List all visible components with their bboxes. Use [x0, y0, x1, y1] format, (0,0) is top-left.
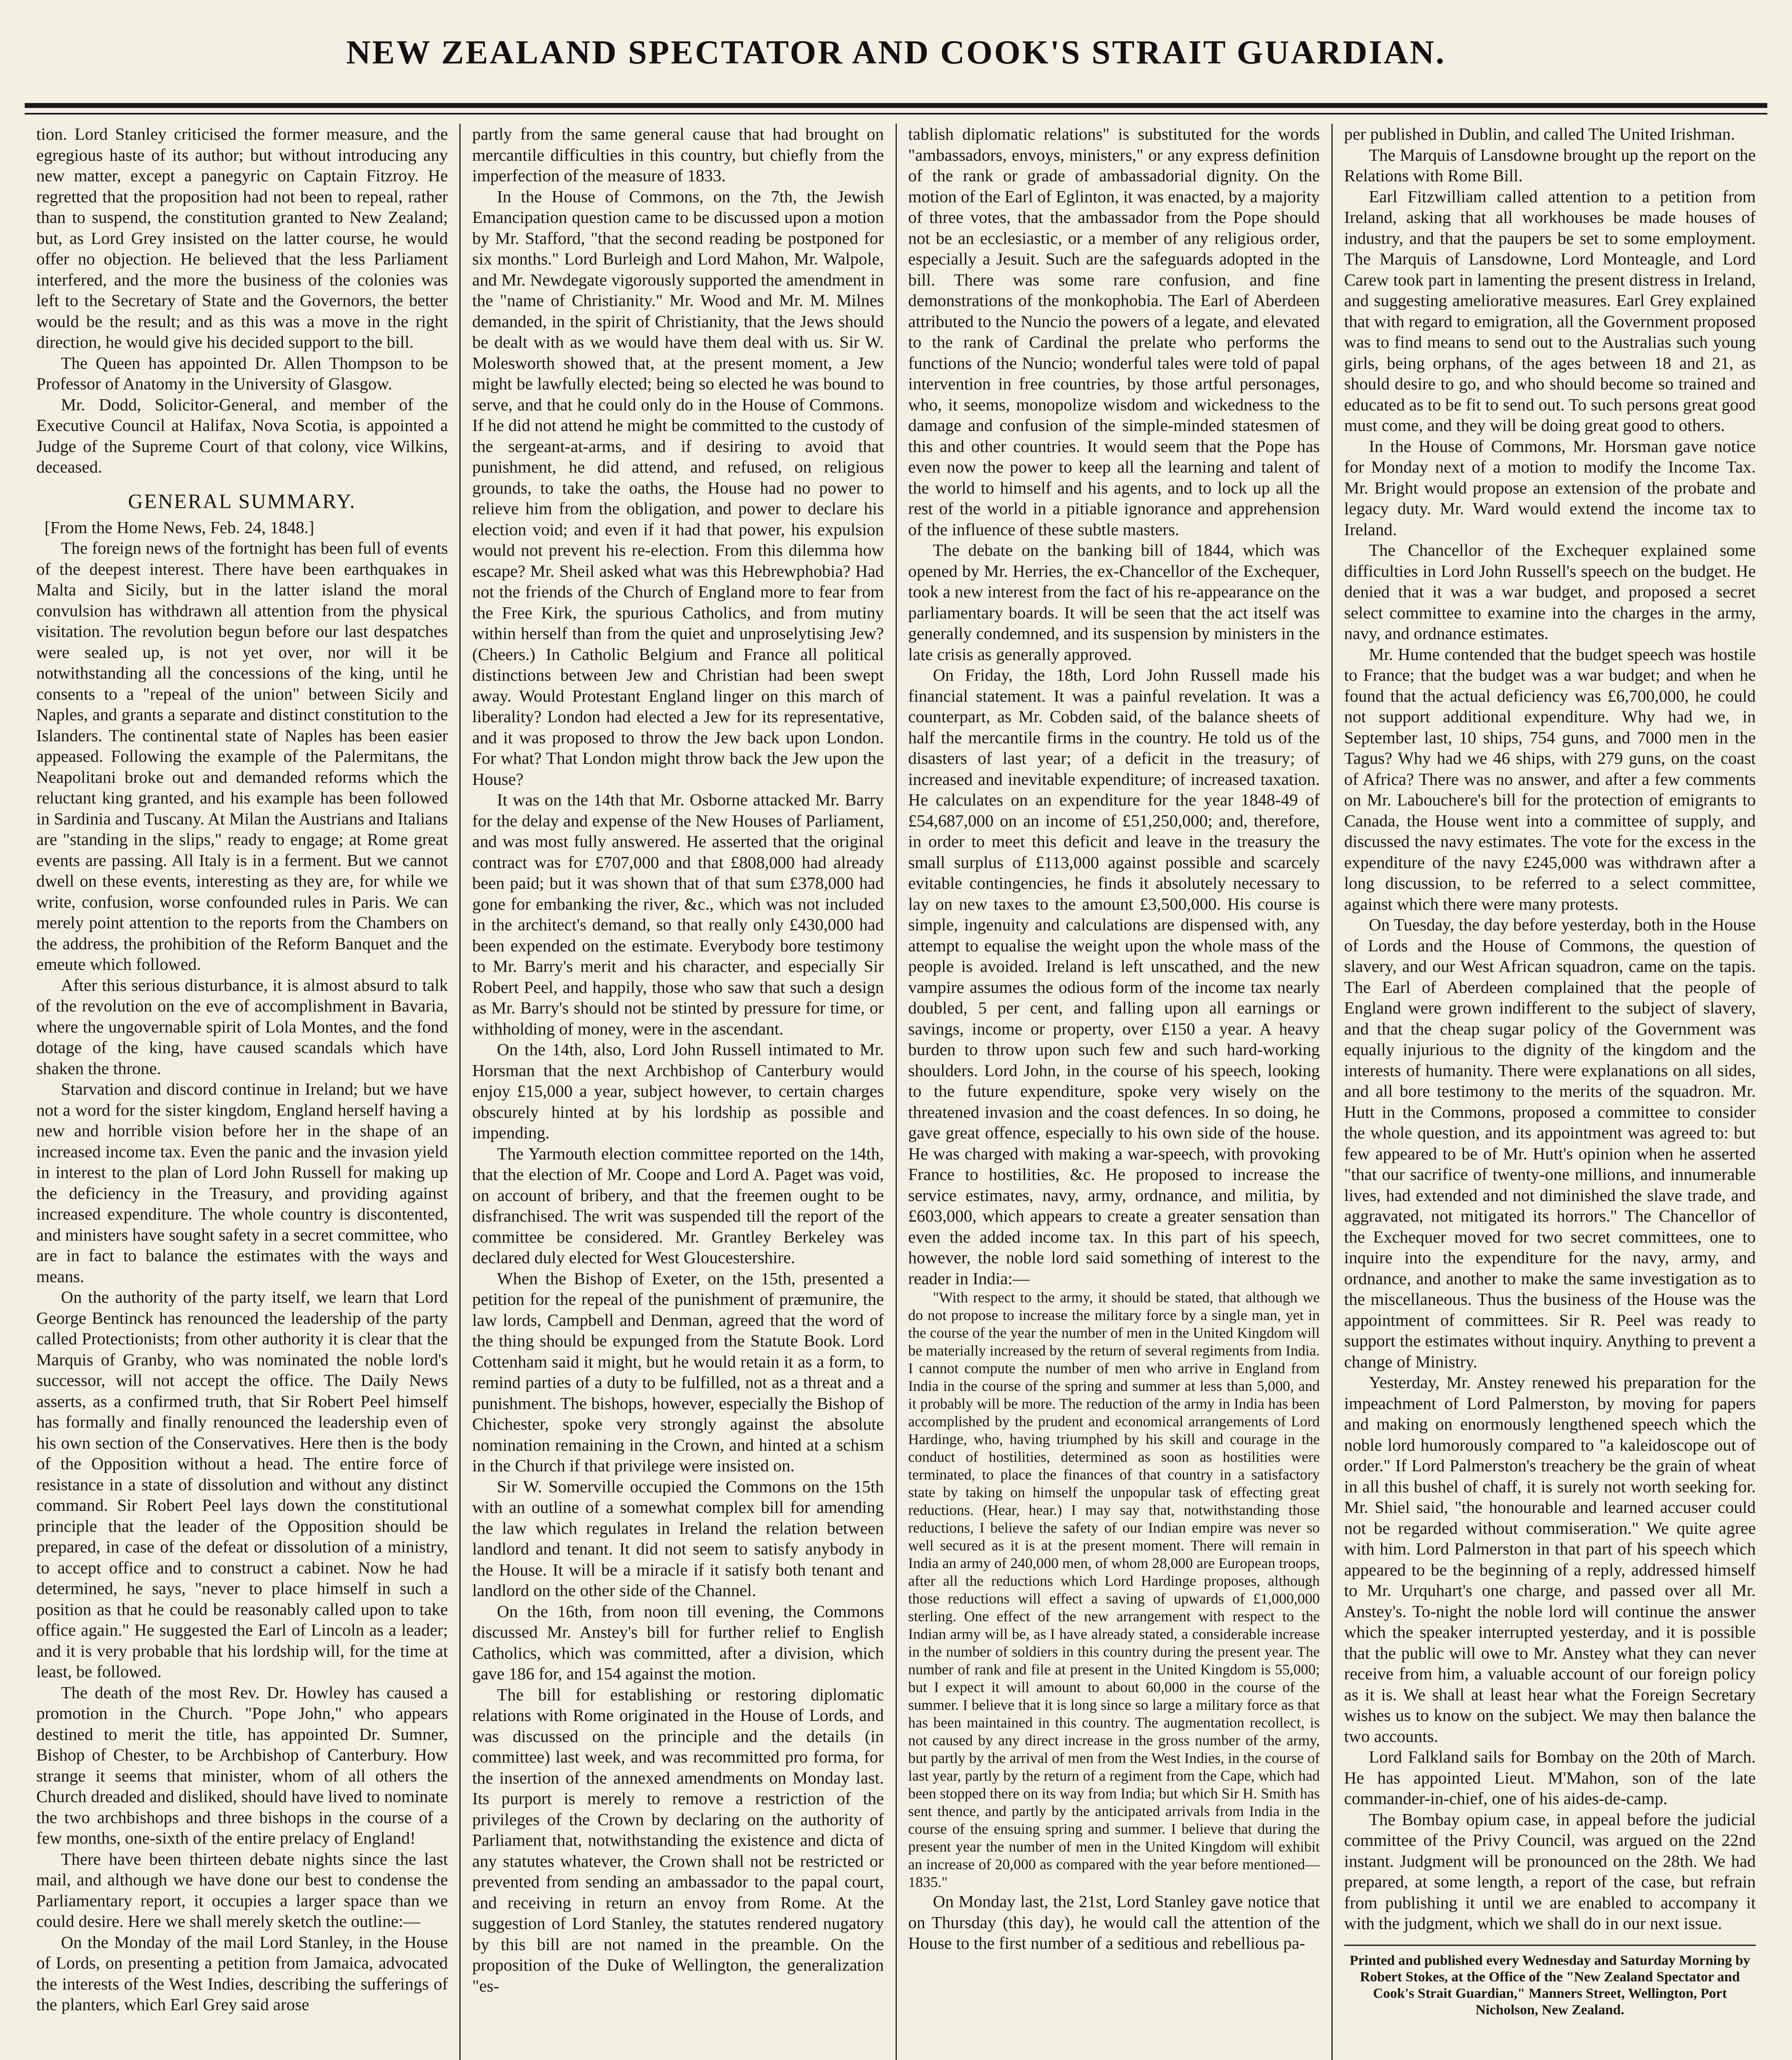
article-columns	[25, 124, 1767, 2060]
paragraph: The Bombay opium case, in appeal before the judicial committee of the Privy Council, was argued on the 22nd instant. Judgment will be pronounced on the 28th. We had prepared, at some length, a report of the case, but refrain from publishing it until we are enabled to accompany it with the judgment, which we shall do in our next issue.	[1344, 1810, 1756, 1933]
paragraph: Earl Fitzwilliam called attention to a petition from Ireland, asking that all workhouses be made houses of industry, and that the paupers be set to some employment. The Marquis of Lansdowne, Lord Monteagle, and Lord Carew took part in lamenting the present distress in Ireland, and suggesting ameliorative measures. Earl Grey explained that with regard to emigration, all the Government proposed was to find means to send out to the Australias such young girls, being orphans, of the ages between 18 and 21, as should desire to go, and who should become so trained and educated as to be fit to send out. To such persons great good must come, and they will be doing great good to others.	[1344, 187, 1756, 435]
section-heading: GENERAL SUMMARY.	[128, 489, 356, 513]
paragraph: The Queen has appointed Dr. Allen Thompson to be Professor of Anatomy in the University of Glasgow.	[36, 353, 448, 393]
paragraph: The Marquis of Lansdowne brought up the report on the Relations with Rome Bill.	[1344, 145, 1756, 185]
paragraph: tablish diplomatic relations" is substituted for the words "ambassadors, envoys, ministers," or any express definition of the rank or grade of ambassadorial dignity. On the motion of the Earl of Eglinton, it was enacted, by a majority of three votes, that the ambassador from the Pope should not be an ecclesiastic, or a member of any religious order, especially a Jesuit. Such are the safeguards adopted in the bill. There was some rare confusion, and fine demonstrations of the monkophobia. The Earl of Aberdeen attributed to the Nuncio the powers of a legate, and elevated to the rank of Cardinal the prelate who performs the functions of the Nuncio; wonderful tales were told of papal intervention in free countries, by those artful personages, who, it seems, monopolize wisdom and wickedness to the damage and confusion of the simple-minded statesmen of this and other countries. It would seem that the Pope has even now the power to keep all the learning and talent of the world to himself and his agents, and to lock up all the rest of the world in a pitiable ignorance and apprehension of the influence of these subtle masters.	[908, 124, 1320, 539]
paragraph: Sir W. Somerville occupied the Commons on the 15th with an outline of a somewhat complex bill for amending the law which regulates in Ireland the relation between landlord and tenant. It did not seem to satisfy anybody in the House. It will be a miracle if it satisfy both tenant and landlord on the other side of the Channel.	[472, 1477, 884, 1600]
masthead-rule-thick	[25, 103, 1767, 108]
paragraph: On Tuesday, the day before yesterday, both in the House of Lords and the House of Commons, the question of slavery, and our West African squadron, came on the tapis. The Earl of Aberdeen complained that the people of England were grown indifferent to the subject of slavery, and that the cheap sugar policy of the Government was equally injurious to the dignity of the kingdom and the interests of humanity. There were explanations on all sides, and all bore testimony to the merits of the squadron. Mr. Hutt in the Commons, proposed a committee to consider the whole question, and its appointment was agreed to: but few appeared to be of Mr. Hutt's opinion when he asserted "that our sacrifice of twenty-one millions, and innumerable lives, had extended and not diminished the slave trade, and aggravated, not mitigated its horrors." The Chancellor of the Exchequer moved for two secret committees, one to inquire into the expenditure for the navy, army, and ordnance, and another to make the same investigation as to the miscellaneous. Thus the business of the House was the appointment of committees. Sir R. Peel was ready to support the estimates without inquiry. Anything to prevent a change of Ministry.	[1344, 915, 1756, 1371]
masthead-title: NEW ZEALAND SPECTATOR AND COOK'S STRAIT GUARDIAN.	[346, 33, 1446, 71]
masthead-rule-thin	[25, 113, 1767, 115]
paragraph: After this serious disturbance, it is almost absurd to talk of the revolution on the eve of accomplishment in Bavaria, where the ungovernable spirit of Lola Montes, and the fond dotage of the king, have caused scandals which have shaken the throne.	[36, 975, 448, 1078]
paragraph: On Monday last, the 21st, Lord Stanley gave notice that on Thursday (this day), he would call the attention of the House to the first number of a seditious and rebellious pa-	[908, 1892, 1320, 1952]
paragraph: The Chancellor of the Exchequer explained some difficulties in Lord John Russell's speech on the budget. He denied that it was a war budget, and proposed a secret select committee to examine into the charges in the army, navy, and ordnance estimates.	[1344, 541, 1756, 643]
column-2	[459, 124, 895, 2060]
paragraph: Mr. Dodd, Solicitor-General, and member of the Executive Council at Halifax, Nova Scotia, is appointed a Judge of the Supreme Court of that colony, vice Wilkins, deceased.	[36, 395, 448, 476]
paragraph: Lord Falkland sails for Bombay on the 20th of March. He has appointed Lieut. M'Mahon, son of the late commander-in-chief, one of his aides-de-camp.	[1344, 1747, 1756, 1808]
paragraph: On Friday, the 18th, Lord John Russell made his financial statement. It was a painful revelation. It was a counterpart, as Mr. Cobden said, of the balance sheets of half the mercantile firms in the country. He told us of the disasters of last year; of a deficit in the treasury; of increased and inevitable expenditure; of increased taxation. He calculates on an expenditure for the year 1848-49 of £54,687,000 on an income of £51,250,000; and, therefore, in order to meet this deficit and leave in the treasury the small surplus of £113,000 against possible and scarcely evitable contingencies, he finds it absolutely necessary to lay on new taxes to the amount £3,500,000. His course is simple, ingenuity and calculations are dispensed with, any attempt to equalise the weight upon the whole mass of the people is avoided. Ireland is left unscathed, and the new vampire assumes the odious form of the income tax nearly doubled, 5 per cent, and falling upon all earnings or savings, income or property, over £150 a year. A heavy burden to throw upon such few and such hard-working shoulders. Lord John, in the course of his speech, looking to the future expenditure, spoke very wisely on the threatened invasion and the coast defences. In so doing, he gave great offence, especially to his own side of the house. He was charged with making a war-speech, with provoking France to hostilities, &c. He proposed to increase the service estimates, navy, army, ordnance, and militia, by £603,000, which appears to create a greater sensation than even the added income tax. In this part of his speech, however, the noble lord said something of interest to the reader in India:—	[908, 665, 1320, 1288]
paragraph: When the Bishop of Exeter, on the 15th, presented a petition for the repeal of the punishment of præmunire, the law lords, Campbell and Denman, agreed that the word of the thing should be expunged from the Statute Book. Lord Cottenham said it might, but he would retain it as a form, to remind parties of a duty to be fulfilled, not as a threat and a punishment. The bishops, however, especially the Bishop of Chichester, spoke very strongly against the absolute nomination remaining in the Crown, and hinted at a schism in the Church if that privilege were insisted on.	[472, 1269, 884, 1475]
paragraph: The foreign news of the fortnight has been full of events of the deepest interest. There have been earthquakes in Malta and Sicily, but in the latter island the moral convulsion has withdrawn all attention from the physical visitation. The revolution begun before our last despatches were sealed up, is not yet over, nor will it be notwithstanding all the concessions of the king, until he consents to a "repeal of the union" between Sicily and Naples, and grants a separate and distinct constitution to the Islanders. The continental state of Naples has been easier appeased. Following the example of the Palermitans, the Neapolitani broke out and demanded reforms which the reluctant king granted, and his example has been followed in Sardinia and Tuscany. At Milan the Austrians and Italians are "standing in the slips," ready to engage; at Rome great events are passing. All Italy is in a ferment. But we cannot dwell on these events, interesting as they are, for while we write, confusion, worse confounded rules in Paris. We can merely point attention to the reports from the Chambers on the address, the prohibition of the Reform Banquet and the emeute which followed.	[36, 538, 448, 974]
paragraph: Yesterday, Mr. Anstey renewed his preparation for the impeachment of Lord Palmerston, by moving for papers and making on enormously lengthened speech which the noble lord humorously compared to "a kaleidoscope out of order." If Lord Palmerston's treachery be the grain of wheat in all this bushel of chaff, it is surely not worth seeking for. Mr. Shiel said, "the honourable and learned accuser could not be regarded without commiseration." We quite agree with him. Lord Palmerston in that part of his speech which appeared to be the beginning of a reply, addressed himself to Mr. Urquhart's one charge, and passed over all Mr. Anstey's. To-night the noble lord will continue the answer which the speaker interrupted yesterday, and it is possible that the public will owe to Mr. Anstey what they can never receive from him, a valuable account of our foreign policy as it is. We shall at least hear what the Foreign Secretary wishes us to know on the subject. We may then balance the two accounts.	[1344, 1373, 1756, 1746]
column-3	[896, 124, 1331, 2060]
paragraph: There have been thirteen debate nights since the last mail, and although we have done our best to condense the Parliamentary report, it occupies a larger space than we could desire. Here we shall merely sketch the outline:—	[36, 1849, 448, 1931]
paragraph: In the House of Commons, Mr. Horsman gave notice for Monday next of a motion to modify the Income Tax. Mr. Bright would propose an extension of the probate and legacy duty. Mr. Ward would extend the income tax to Ireland.	[1344, 436, 1756, 539]
paragraph: partly from the same general cause that had brought on mercantile difficulties in this country, but chiefly from the imperfection of the measure of 1833.	[472, 124, 884, 185]
paragraph: The debate on the banking bill of 1844, which was opened by Mr. Herries, the ex-Chancellor of the Exchequer, took a new interest from the fact of his re-appearance on the parliamentary boards. It will be seen that the act itself was generally condemned, and its suspension by ministers in the late crisis as generally approved.	[908, 541, 1320, 664]
column-4	[1331, 124, 1767, 2060]
column-1	[25, 124, 459, 2060]
printer-imprint: Printed and published every Wednesday and Saturday Morning by Robert Stokes, at the Office of the "New Zealand Spectator and Cook's Strait Guardian," Manners Street, Wellington, Port Nicholson, New Zealand.	[1344, 1945, 1756, 2018]
paragraph: The Yarmouth election committee reported on the 14th, that the election of Mr. Coope and Lord A. Paget was void, on account of bribery, and that the freemen ought to be disfranchised. The writ was suspended till the report of the committee be considered. Mr. Grantley Berkeley was declared duly elected for West Gloucestershire.	[472, 1144, 884, 1267]
paragraph: The death of the most Rev. Dr. Howley has caused a promotion in the Church. "Pope John," who appears destined to merit the title, has appointed Dr. Sumner, Bishop of Chester, to be Archbishop of Canterbury. How strange it seems that minister, whom of all others the Church dreaded and disliked, should have lived to nominate the two archbishops and three bishops in the course of a few months, one-sixth of the entire prelacy of England!	[36, 1683, 448, 1847]
paragraph: On the 16th, from noon till evening, the Commons discussed Mr. Anstey's bill for further relief to English Catholics, which was committed, after a division, which gave 186 for, and 154 against the motion.	[472, 1601, 884, 1683]
paragraph: tion. Lord Stanley criticised the former measure, and the egregious haste of its author; but without introducing any new matter, except a panegyric on Captain Fitzroy. He regretted that the proposition had not been to repeal, rather than to suspend, the constitution granted to New Zealand; but, as Lord Grey insisted on the latter course, he would offer no objection. He believed that the less Parliament interfered, and the more the business of the colonies was left to the Secretary of State and the Governors, the better would be the result; and as this was a move in the right direction, he would give his decided support to the bill.	[36, 124, 448, 351]
paragraph: On the Monday of the mail Lord Stanley, in the House of Lords, on presenting a petition from Jamaica, advocated the interests of the West Indies, describing the sufferings of the planters, which Earl Grey said arose	[36, 1932, 448, 2014]
paragraph: The bill for establishing or restoring diplomatic relations with Rome originated in the House of Lords, and was discussed on the principle and the details (in committee) last week, and was recommitted pro forma, for the insertion of the annexed amendments on Monday last. Its purport is merely to remove a restriction of the privileges of the Crown by declaring on the authority of Parliament that, notwithstanding the existence and dicta of any statutes whatever, the Crown shall not be restricted or prevented from sending an ambassador to the papal court, and receiving in return an envoy from Rome. At the suggestion of Lord Stanley, the statutes rendered nugatory by this bill are not named in the preamble. On the proposition of the Duke of Wellington, the generalization "es-	[472, 1685, 884, 1995]
paragraph: In the House of Commons, on the 7th, the Jewish Emancipation question came to be discussed upon a motion by Mr. Stafford, "that the second reading be postponed for six months." Lord Burleigh and Lord Mahon, Mr. Walpole, and Mr. Newdegate vigorously supported the amendment in the "name of Christianity." Mr. Wood and Mr. M. Milnes demanded, in the spirit of Christianity, that the Jews should be dealt with as we would have them deal with us. Sir W. Molesworth showed that, at the present moment, a Jew might be lawfully elected; being so elected he was bound to serve, and that he could only do in the House of Commons. If he did not attend he might be committed to the custody of the sergeant-at-arms, and if desiring to avoid that punishment, he did attend, and refused, on religious grounds, to take the oaths, the House had no power to relieve him from the obligation, and power to declare his election void; and even if it had that power, his expulsion would not prevent his re-election. From this dilemma how escape? Mr. Sheil asked what was this Hebrewphobia? Had not the friends of the Church of England more to fear from the Free Kirk, the spurious Catholics, and from mutiny within herself than from the quiet and unproselytising Jew? (Cheers.) In Catholic Belgium and France all political distinctions between Jew and Christian had been swept away. Would Protestant England linger on this march of liberality? London had elected a Jew for its representative, and it was proposed to throw the Jew back upon London. For what? That London might throw back the Jew upon the House?	[472, 187, 884, 789]
paragraph: Starvation and discord continue in Ireland; but we have not a word for the sister kingdom, England herself having a new and horrible vision before her in the shape of an increased income tax. Even the panic and the invasion yield in interest to the plan of Lord John Russell for making up the deficiency in the Treasury, and providing against increased expenditure. The whole country is discontented, and ministers have sought safety in a secret committee, who are in fact to balance the estimates with the ways and means.	[36, 1079, 448, 1286]
paragraph: It was on the 14th that Mr. Osborne attacked Mr. Barry for the delay and expense of the New Houses of Parliament, and was most fully answered. He asserted that the original contract was for £707,000 and that £808,000 had already been paid; but it was shown that of that sum £378,000 had gone for embanking the river, &c., which was not included in the architect's demand, so that really only £430,000 had been expended on the estimate. Everybody bore testimony to Mr. Barry's merit and his character, and especially Sir Robert Peel, and happily, those who saw that such a design as Mr. Barry's should not be stinted by pressure for time, or withholding of money, were in the ascendant.	[472, 790, 884, 1038]
paragraph: On the 14th, also, Lord John Russell intimated to Mr. Horsman that the next Archbishop of Canterbury would enjoy £15,000 a year, subject however, to certain charges obscurely hinted at by his lordship as possible and impending.	[472, 1040, 884, 1142]
paragraph: per published in Dublin, and called The United Irishman.	[1344, 124, 1735, 143]
paragraph: On the authority of the party itself, we learn that Lord George Bentinck has renounced the leadership of the party called Protectionists; from other authority it is clear that the Marquis of Granby, who was nominated the noble lord's successor, will not accept the office. The Daily News asserts, as a confirmed truth, that Sir Robert Peel himself has formally and finally renounced the leadership even of his own section of the Conservatives. Here then is the body of the Opposition without a head. The entire force of resistance in a state of dissolution and without any distinct command. Sir Robert Peel lays down the constitutional principle that the leader of the Opposition should be prepared, in case of the defeat or dissolution of a ministry, to accept office and to construct a cabinet. Now he had determined, he says, "never to place himself in such a position as that he could be reasonably called upon to take office again." He suggested the Earl of Lincoln as a leader; and it is very probable that his lordship will, for the time at least, be followed.	[36, 1288, 448, 1681]
paragraph: Mr. Hume contended that the budget speech was hostile to France; that the budget was a war budget; and when he found that the actual deficiency was £6,700,000, he could not support additional expenditure. Why had we, in September last, 10 ships, 754 guns, and 7000 men in the Tagus? Why had we 46 ships, with 279 guns, on the coast of Africa? There was no answer, and after a few comments on Mr. Labouchere's bill for the protection of emigrants to Canada, the House went into a committee of supply, and discussed the navy estimates. The vote for the excess in the expenditure of the navy £245,000 was withdrawn after a long discussion, to be referred to a select committee, against which there were many protests.	[1344, 644, 1756, 913]
quoted-speech: "With respect to the army, it should be stated, that although we do not propose to increase the military force by a single man, yet in the course of the year the number of men in the United Kingdom will be materially increased by the return of several regiments from India. I cannot compute the number of men who arrive in England from India in the course of the spring and summer at less than 5,000, and it probably will be more. The reduction of the army in India has been accomplished by the prudent and economical arrangements of Lord Hardinge, who, having triumphed by his skill and courage in the conduct of hostilities, determined as soon as hostilities were terminated, to place the finances of that country in a satisfactory state by taking on himself the unpopular task of effecting great reductions. (Hear, hear.) I may say that, notwithstanding those reductions, I believe the safety of our Indian empire was never so well secured as it is at the present moment. There will remain in India an army of 240,000 men, of whom 28,000 are European troops, after all the reductions which Lord Hardinge proposes, although those reductions will effect a saving of upwards of £1,000,000 sterling. One effect of the new arrangement with respect to the Indian army will be, as I have already stated, a considerable increase in the number of soldiers in this country during the present year. The number of rank and file at present in the United Kingdom is 55,000; but I expect it will amount to about 60,000 in the course of the summer. I believe that it is long since so large a military force as that has been maintained in this country. The augmentation recollect, is not caused by any direct increase in the gross number of the army, but partly by the arrival of men from the West Indies, in the course of last year, partly by the return of a regiment from the Cape, which had been stopped there on its way from India; but which Sir H. Smith has sent thence, and partly by the anticipated arrivals from India in the course of the ensuing spring and summer. I believe that during the present year the number of men in the United Kingdom will exhibit an increase of 20,000 as compared with the year before mentioned—1835."	[908, 1289, 1320, 1890]
source-line: [From the Home News, Feb. 24, 1848.]	[44, 517, 314, 537]
